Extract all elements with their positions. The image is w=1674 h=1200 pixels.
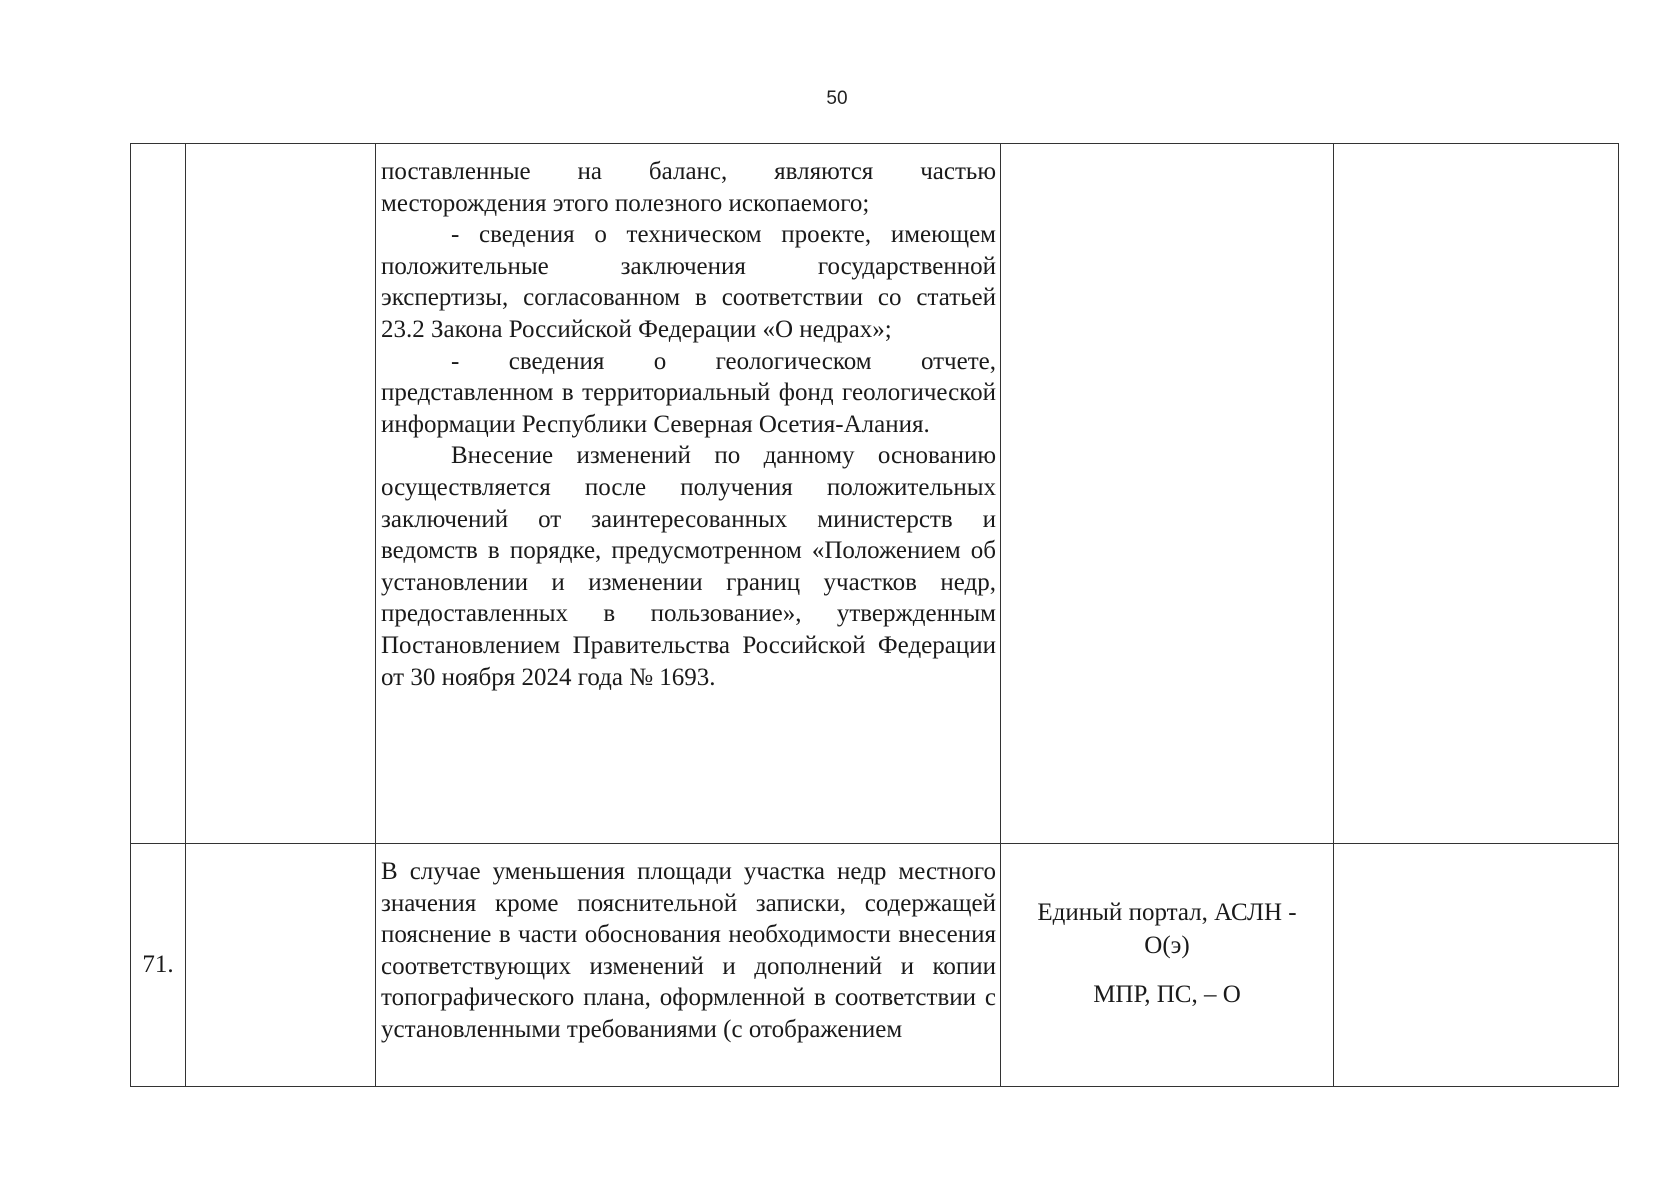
- paragraph: поставленные на баланс, являются частью месторождения этого полезного ископаемого;: [381, 158, 996, 217]
- row-number-cell: [131, 144, 186, 844]
- method-cell: [1001, 144, 1334, 844]
- empty-cell: [186, 844, 376, 1087]
- method-line: МПР, ПС, – О: [1093, 981, 1241, 1008]
- page-number: 50: [826, 88, 848, 109]
- empty-cell: [186, 144, 376, 844]
- paragraph: В случае уменьшения площади участка недр местного значения кроме пояснительной записки, содержащей пояснение в части обоснования необходимости внесения соответствующих изменений и дополнений и копии топографического плана, оформленной в соответствии с установленными требованиями (с отображением: [381, 858, 996, 1043]
- notes-cell: [1334, 144, 1619, 844]
- paragraph: Внесение изменений по данному основанию осуществляется после получения положительных заключений от заинтересованных министерств и ведомств в порядке, предусмотренном «Положением об установлении и изменении границ участков недр, предоставленных в пользование», утвержденным Постановлением Правительства Российской Федерации от 30 ноября 2024 года № 1693.: [381, 442, 996, 691]
- description-cell: [376, 144, 1001, 844]
- notes-cell: [1334, 844, 1619, 1087]
- method-line: Единый портал, АСЛН -: [1037, 899, 1297, 926]
- paragraph: - сведения о техническом проекте, имеющем положительные заключения государственной экспертизы, согласованном в соответствии со статьей 23.2 Закона Российской Федерации «О недрах»;: [381, 221, 996, 343]
- row-number-cell: 71.: [131, 844, 186, 1087]
- table-row: [131, 144, 1619, 844]
- method-line: О(э): [1144, 932, 1190, 959]
- table-row: [131, 844, 1619, 1087]
- paragraph: - сведения о геологическом отчете, представленном в территориальный фонд геологической информации Республики Северная Осетия-Алания.: [381, 347, 996, 438]
- requirements-table: [130, 143, 1619, 1087]
- method-cell: [1001, 844, 1334, 1087]
- description-cell: [376, 844, 1001, 1087]
